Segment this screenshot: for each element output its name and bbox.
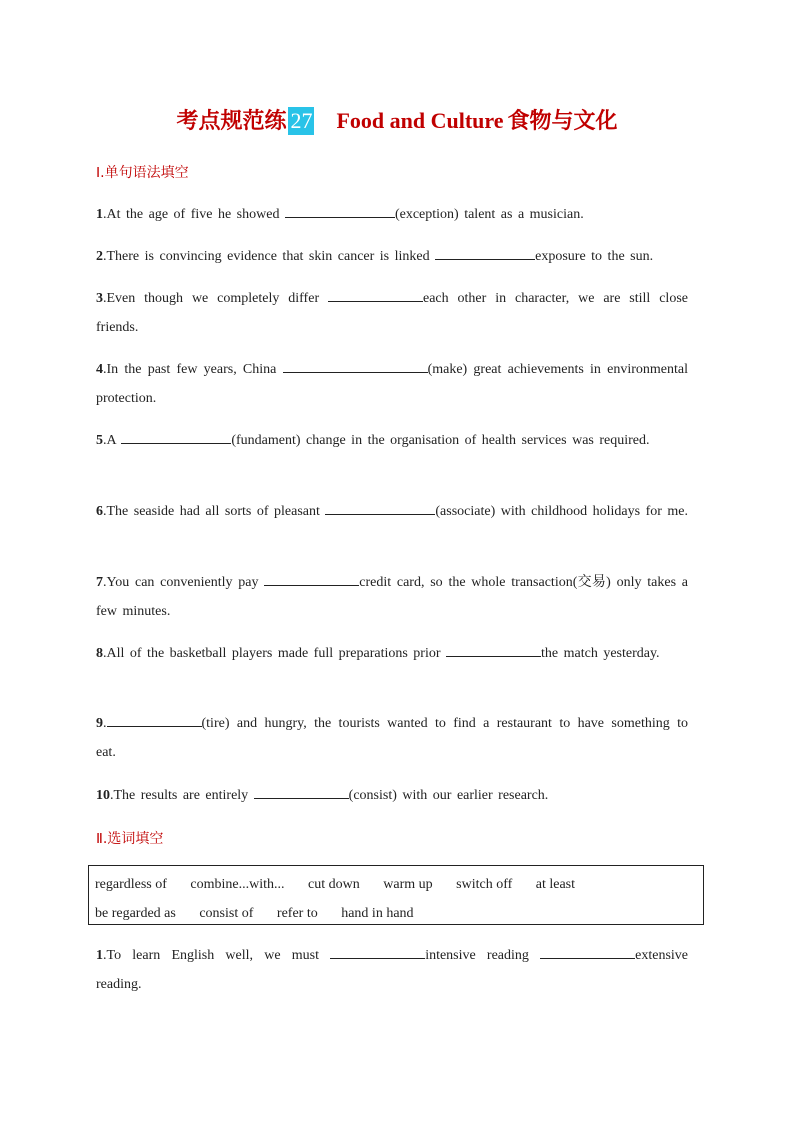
page-title: [0, 104, 794, 139]
question-6: 6.The seaside had all sorts of pleasant (associate) with childhood holidays for me.: [96, 497, 688, 526]
word-option: be regarded as: [95, 906, 176, 921]
word-bank-box: [88, 865, 704, 925]
question-8: 8.All of the basketball players made full preparations prior the match yesterday.: [96, 639, 688, 668]
answer-blank[interactable]: [435, 245, 535, 260]
question-1: 1.At the age of five he showed (exception) talent as a musician.: [96, 200, 688, 229]
answer-blank[interactable]: [254, 784, 349, 799]
question-4: 4.In the past few years, China (make) great achievements in environmental protection.: [96, 355, 688, 413]
answer-blank[interactable]: [328, 287, 423, 302]
word-option: warm up: [383, 877, 433, 892]
question-5: 5.A (fundament) change in the organisation of health services was required.: [96, 426, 688, 455]
word-option: cut down: [308, 877, 360, 892]
word-option: regardless of: [95, 877, 167, 892]
section-1-roman: Ⅰ: [96, 166, 101, 181]
title-cn-suffix: 食物与文化: [507, 109, 618, 134]
word-option: refer to: [276, 906, 318, 921]
question-10: 10.The results are entirely (consist) with our earlier research.: [96, 781, 688, 810]
question-3: 3.Even though we completely differ each other in character, we are still close friends.: [96, 284, 688, 342]
word-option: at least: [535, 877, 576, 892]
section-2-question-1: 1.To learn English well, we must intensive reading extensive reading.: [96, 941, 688, 999]
answer-blank[interactable]: [107, 712, 202, 727]
section-2-roman: Ⅱ: [96, 832, 103, 847]
word-option: switch off: [456, 877, 513, 892]
section-1-heading: [96, 162, 189, 182]
answer-blank[interactable]: [325, 500, 435, 515]
word-option: consist of: [199, 906, 254, 921]
word-option: combine...with...: [190, 877, 285, 892]
title-number-badge: 27: [290, 108, 313, 133]
title-en: Food and Culture: [336, 108, 504, 133]
answer-blank[interactable]: [283, 358, 428, 373]
answer-blank[interactable]: [121, 429, 231, 444]
answer-blank[interactable]: [540, 944, 635, 959]
answer-blank[interactable]: [264, 571, 359, 586]
title-cn-prefix: 考点规范练: [176, 109, 287, 134]
section-1-label: .单句语法填空: [100, 165, 189, 181]
answer-blank[interactable]: [285, 203, 395, 218]
section-2-heading: [96, 828, 163, 848]
answer-blank[interactable]: [330, 944, 425, 959]
question-2: 2.There is convincing evidence that skin cancer is linked exposure to the sun.: [96, 242, 688, 271]
word-option: hand in hand: [341, 906, 414, 921]
question-7: 7.You can conveniently pay credit card, so the whole transaction(交易) only takes a few minutes.: [96, 568, 688, 626]
answer-blank[interactable]: [446, 642, 541, 657]
question-9: 9. (tire) and hungry, the tourists wanted to find a restaurant to have something to eat.: [96, 709, 688, 767]
section-2-label: .选词填空: [102, 831, 164, 847]
